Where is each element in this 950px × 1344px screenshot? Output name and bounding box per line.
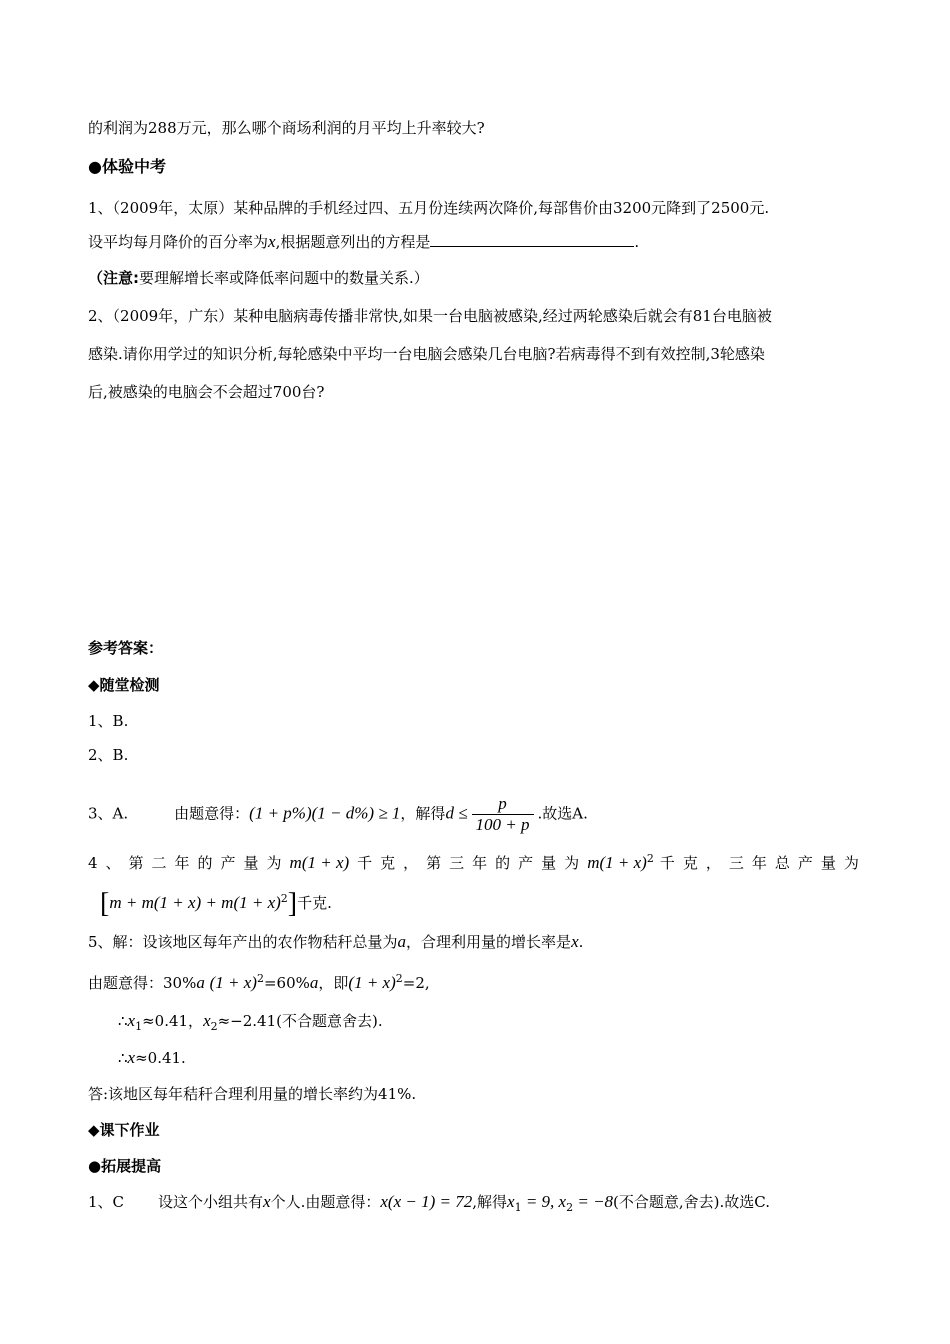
extend-1-sol-sub1: 1 <box>514 1201 522 1214</box>
answer-3 <box>88 794 588 835</box>
answer-4-mid2: 千克，三年总产量为 <box>659 854 867 872</box>
right-bracket: ] <box>287 888 298 919</box>
q1-line2-text-b: ,根据题意列出的方程是 <box>275 233 431 251</box>
answer-5-line2-d: =2, <box>402 974 430 992</box>
answer-5-text-a: 5、解：设该地区每年产出的农作物秸秆总量为 <box>88 933 398 951</box>
answer-5-line2-b: =60% <box>263 974 310 992</box>
answer-3-lhs: d ≤ <box>445 803 468 823</box>
answer-5-line2-var-a: a <box>196 973 205 992</box>
answer-5-x: x <box>127 1048 136 1067</box>
answer-4-total: m + m(1 + x) + m(1 + x) <box>109 893 281 912</box>
answer-4-line1 <box>88 849 867 873</box>
extend-1-sol-x1: x <box>507 1192 515 1211</box>
answer-5-line2-exp: 2 <box>256 972 264 985</box>
answer-4-exp: 2 <box>646 852 654 865</box>
answer-5-line2-exp2: 2 <box>395 972 403 985</box>
q1-line2-end: . <box>634 233 640 251</box>
answer-5-line2-a: 由题意得：30% <box>88 974 197 992</box>
answer-5-var-a: a <box>397 932 407 951</box>
q1-line2-text-a: 设平均每月降价的百分率为 <box>88 233 269 251</box>
answer-3-denominator: 100 + p <box>475 815 530 834</box>
therefore-symbol-2: ∴ <box>118 1049 128 1067</box>
answer-4-expr1: m(1 + x) <box>289 853 350 872</box>
therefore-symbol: ∴ <box>118 1012 128 1030</box>
answer-5-line2-expr2: (1 + x) <box>348 973 396 992</box>
intro-line: 的利润为288万元，那么哪个商场利润的月平均上升率较大? <box>88 119 485 137</box>
extend-answer-1 <box>88 1192 770 1218</box>
q2-line3: 后,被感染的电脑会不会超过700台? <box>88 383 325 401</box>
answer-4-end: 千克. <box>297 894 332 912</box>
answers-title: 参考答案： <box>88 639 164 657</box>
answer-3-prefix: 3、A. <box>88 804 129 823</box>
answer-5-conclusion: 答:该地区每年秸秆合理利用量的增长率约为41%. <box>88 1085 417 1103</box>
answer-4-expr2: m(1 + x) <box>587 853 647 872</box>
answer-3-formula: (1 + p%)(1 − d%) ≥ 1 <box>249 803 401 823</box>
section-homework-heading: ◆课下作业 <box>88 1121 160 1139</box>
answer-5-var-x: x <box>571 932 579 951</box>
answer-3-fraction <box>472 794 534 835</box>
left-bracket: [ <box>100 888 110 919</box>
answer-3-text3: .故选A. <box>537 804 588 823</box>
q2-line1: 2、（2009年，广东）某种电脑病毒传播非常快,如果一台电脑被感染,经过两轮感染后就会有81台电脑被 <box>88 307 772 325</box>
answer-4-line2 <box>100 888 332 919</box>
answer-5-line3-c: ≈−2.41(不合题意舍去). <box>217 1012 383 1030</box>
answer-5-line4-b: ≈0.41. <box>135 1049 186 1067</box>
extend-1-sol-mid: = 9, x <box>521 1192 567 1211</box>
answer-5-x1: x <box>127 1011 136 1030</box>
note-text: 要理解增长率或降低率问题中的数量关系.） <box>139 269 429 287</box>
note-line <box>88 268 429 288</box>
answer-3-text2: ，解得 <box>400 804 446 823</box>
section-check-heading: ◆随堂检测 <box>88 676 160 694</box>
answer-4-prefix: 4、第二年的产量为 <box>88 854 290 872</box>
answer-5-x2-sub: 2 <box>210 1020 218 1033</box>
answer-3-numerator: p <box>472 794 534 815</box>
q1-line1: 1、（2009年，太原）某种品牌的手机经过四、五月份连续两次降价,每部售价由3200元降到了2500元. <box>88 199 770 217</box>
q1-variable: x <box>268 232 276 251</box>
answer-5-end: . <box>578 933 584 951</box>
extend-1-formula: x(x − 1) = 72 <box>380 1192 473 1211</box>
extend-1-text2: 个人.由题意得： <box>270 1193 381 1211</box>
q2-line2: 感染.请你用学过的知识分析,每轮感染中平均一台电脑会感染几台电脑?若病毒得不到有效控制,3轮感染 <box>88 345 765 363</box>
answer-4-mid1: 千克，第三年的产量为 <box>357 854 588 872</box>
extend-1-prefix: 1、C <box>88 1193 125 1211</box>
extend-1-sol-end: = −8 <box>573 1192 614 1211</box>
extend-1-text1: 设这个小组共有 <box>158 1193 264 1211</box>
answer-5-line1 <box>88 932 583 952</box>
answer-5-line2-c: ，即 <box>318 974 349 992</box>
answer-5-line3-b: ≈0.41， <box>142 1012 204 1030</box>
answer-5-line2-expr: (1 + x) <box>209 973 257 992</box>
extend-1-sol-sub2: 2 <box>566 1201 574 1214</box>
answer-3-text1: 由题意得： <box>174 804 250 823</box>
answer-5-line2-var-a2: a <box>309 973 319 992</box>
section-extend-heading: ●拓展提高 <box>88 1157 162 1175</box>
answer-4-total-exp: 2 <box>280 892 288 905</box>
extend-1-text4: (不合题意,舍去).故选C. <box>613 1193 770 1211</box>
q1-answer-blank <box>430 232 634 247</box>
answer-5-x2: x <box>203 1011 211 1030</box>
answer-2: 2、B. <box>88 746 129 764</box>
answer-5-x1-sub: 1 <box>135 1020 143 1033</box>
answer-5-line2 <box>88 969 430 993</box>
extend-1-text3: ,解得 <box>472 1193 508 1211</box>
answer-5-line3 <box>118 1011 383 1037</box>
note-label: （注意: <box>88 269 139 287</box>
extend-1-var: x <box>263 1192 271 1211</box>
section-exam-heading: ●体验中考 <box>88 157 166 176</box>
answer-5-text-b: ，合理利用量的增长率是 <box>406 933 572 951</box>
q1-line2 <box>88 232 639 252</box>
answer-1: 1、B. <box>88 712 129 730</box>
answer-5-line4 <box>118 1048 186 1068</box>
